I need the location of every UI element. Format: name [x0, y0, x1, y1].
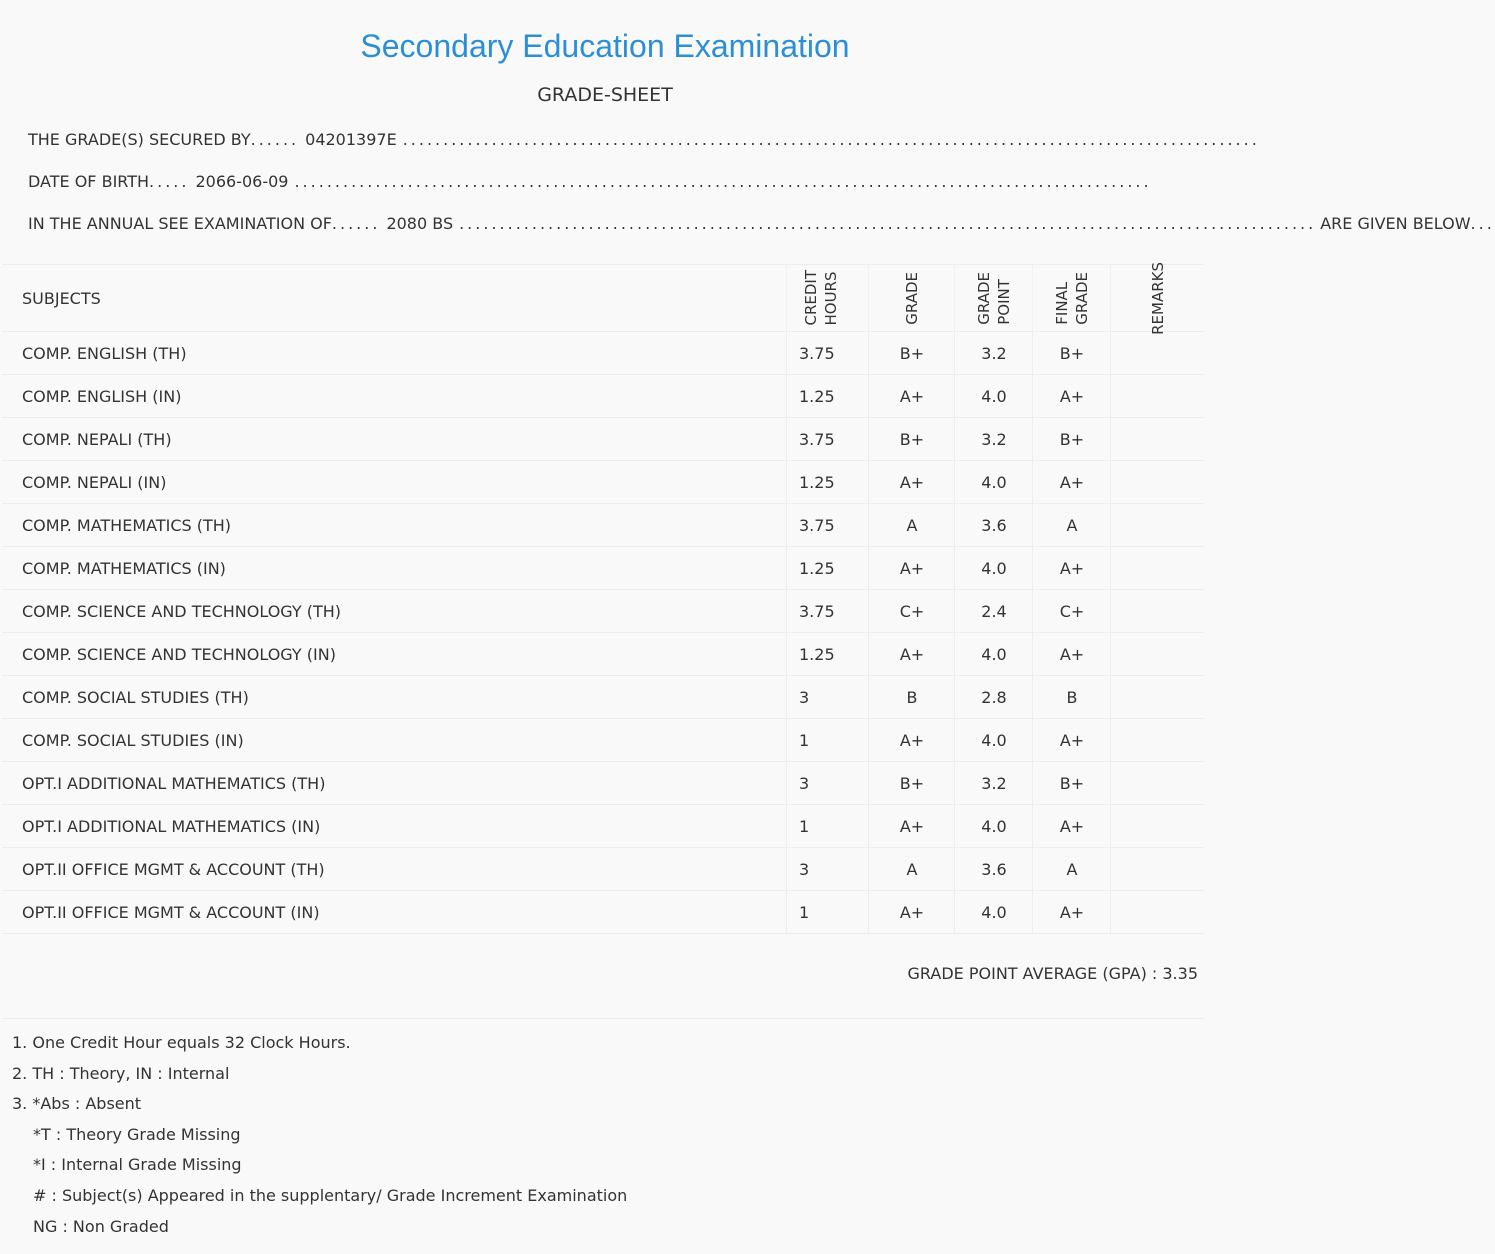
grade-cell: A+ — [868, 633, 955, 675]
header-grade-point: GRADE POINT — [975, 271, 1013, 325]
grade-cell: A+ — [868, 375, 955, 417]
remarks-cell — [1110, 332, 1205, 374]
grade-point-cell: 4.0 — [954, 547, 1033, 589]
table-row — [2, 633, 1204, 676]
credit-hours-cell: 1.25 — [786, 633, 867, 675]
credit-hours-cell: 1 — [786, 805, 867, 847]
subject-cell: OPT.I ADDITIONAL MATHEMATICS (IN) — [22, 816, 321, 836]
header-remarks-cell — [1110, 261, 1205, 335]
remarks-cell — [1110, 418, 1205, 460]
credit-hours-cell: 3.75 — [786, 332, 867, 374]
exam-year: 2080 BS — [386, 213, 454, 233]
subject-cell: COMP. SCIENCE AND TECHNOLOGY (IN) — [22, 644, 336, 664]
table-row — [2, 590, 1204, 633]
gpa-label: GRADE POINT AVERAGE (GPA) : — [907, 964, 1158, 983]
header-subjects: SUBJECTS — [22, 288, 101, 308]
header-grade-point-cell — [954, 265, 1033, 331]
grade-point-cell: 4.0 — [954, 375, 1033, 417]
subject-cell: COMP. MATHEMATICS (TH) — [22, 515, 232, 535]
credit-hours-cell: 3 — [786, 848, 867, 890]
final-grade-cell: B+ — [1032, 418, 1111, 460]
dob-line: DATE OF BIRTH ..... 2066-06-09 .......................................................................................................... — [28, 171, 1152, 191]
final-grade-cell: B — [1032, 676, 1111, 718]
remarks-cell — [1110, 633, 1205, 675]
final-grade-cell: A+ — [1032, 805, 1111, 847]
credit-hours-cell: 3.75 — [786, 504, 867, 546]
subject-cell: COMP. NEPALI (TH) — [22, 429, 172, 449]
grade-point-cell: 4.0 — [954, 891, 1033, 933]
exam-line: IN THE ANNUAL SEE EXAMINATION OF ...... 2080 BS .......................................................................................................... ARE GIVEN BELOW ... — [28, 213, 1495, 233]
header-final-grade-cell — [1032, 265, 1111, 331]
credit-hours-cell: 1 — [786, 719, 867, 761]
final-grade-cell: A+ — [1032, 719, 1111, 761]
table-row — [2, 504, 1204, 547]
remarks-cell — [1110, 848, 1205, 890]
subject-cell: COMP. SCIENCE AND TECHNOLOGY (TH) — [22, 601, 342, 621]
grade-cell: B+ — [868, 762, 955, 804]
final-grade-cell: A — [1032, 848, 1111, 890]
header-remarks: REMARKS — [1149, 261, 1167, 335]
remarks-cell — [1110, 719, 1205, 761]
footnotes — [12, 1030, 627, 1244]
credit-hours-cell: 1.25 — [786, 375, 867, 417]
subject-cell: COMP. ENGLISH (TH) — [22, 343, 187, 363]
grade-cell: B — [868, 676, 955, 718]
remarks-cell — [1110, 891, 1205, 933]
table-row — [2, 762, 1204, 805]
subject-cell: COMP. MATHEMATICS (IN) — [22, 558, 226, 578]
grade-cell: A+ — [868, 461, 955, 503]
header-credit-hours: CREDIT HOURS — [802, 270, 840, 326]
subject-cell: COMP. SOCIAL STUDIES (TH) — [22, 687, 249, 707]
grade-point-cell: 2.8 — [954, 676, 1033, 718]
grade-point-cell: 4.0 — [954, 461, 1033, 503]
subject-cell: OPT.I ADDITIONAL MATHEMATICS (TH) — [22, 773, 326, 793]
final-grade-cell: A+ — [1032, 461, 1111, 503]
remarks-cell — [1110, 676, 1205, 718]
credit-hours-cell: 3.75 — [786, 418, 867, 460]
exam-title: Secondary Education Examination — [360, 28, 850, 64]
note-item: 2. TH : Theory, IN : Internal — [12, 1063, 230, 1083]
remarks-cell — [1110, 805, 1205, 847]
credit-hours-cell: 3 — [786, 762, 867, 804]
grade-cell: A+ — [868, 805, 955, 847]
final-grade-cell: A+ — [1032, 547, 1111, 589]
note-item: # : Subject(s) Appeared in the supplentary/ Grade Increment Examination — [33, 1185, 628, 1205]
credit-hours-cell: 1 — [786, 891, 867, 933]
table-body — [2, 332, 1204, 934]
subject-cell: OPT.II OFFICE MGMT & ACCOUNT (IN) — [22, 902, 320, 922]
header-credit-hours-cell — [786, 265, 855, 331]
header-grade-cell — [868, 265, 955, 331]
final-grade-cell: C+ — [1032, 590, 1111, 632]
table-row — [2, 848, 1204, 891]
note-item: *I : Internal Grade Missing — [33, 1155, 242, 1175]
subject-cell: COMP. ENGLISH (IN) — [22, 386, 182, 406]
note-item: 1. One Credit Hour equals 32 Clock Hours. — [12, 1033, 351, 1052]
table-row — [2, 891, 1204, 934]
note-item: 3. *Abs : Absent — [12, 1094, 142, 1114]
subject-cell: OPT.II OFFICE MGMT & ACCOUNT (TH) — [22, 859, 325, 879]
final-grade-cell: A+ — [1032, 633, 1111, 675]
final-grade-cell: A — [1032, 504, 1111, 546]
exam-label: IN THE ANNUAL SEE EXAMINATION OF — [28, 213, 332, 233]
final-grade-cell: A+ — [1032, 375, 1111, 417]
grade-cell: A+ — [868, 891, 955, 933]
symbol-number: 04201397E — [305, 129, 397, 149]
gpa — [908, 964, 1198, 983]
final-grade-cell: B+ — [1032, 332, 1111, 374]
header-final-grade: FINAL GRADE — [1053, 271, 1091, 325]
grade-cell: A — [868, 848, 955, 890]
gpa-value: 3.35 — [1162, 964, 1198, 983]
remarks-cell — [1110, 461, 1205, 503]
grades-table — [2, 261, 1204, 934]
secured-by-label: THE GRADE(S) SECURED BY — [28, 129, 251, 149]
table-row — [2, 461, 1204, 504]
grade-point-cell: 4.0 — [954, 719, 1033, 761]
grade-point-cell: 3.2 — [954, 332, 1033, 374]
header-grade: GRADE — [903, 271, 921, 325]
table-row — [2, 676, 1204, 719]
credit-hours-cell: 3.75 — [786, 590, 867, 632]
table-row — [2, 375, 1204, 418]
table-row — [2, 805, 1204, 848]
dob-value: 2066-06-09 — [195, 171, 289, 191]
exam-suffix: ARE GIVEN BELOW — [1320, 213, 1471, 233]
grade-point-cell: 2.4 — [954, 590, 1033, 632]
table-row — [2, 547, 1204, 590]
remarks-cell — [1110, 762, 1205, 804]
credit-hours-cell: 3 — [786, 676, 867, 718]
grade-cell: B+ — [868, 418, 955, 460]
grade-cell: A+ — [868, 547, 955, 589]
dob-label: DATE OF BIRTH — [28, 171, 150, 191]
grade-cell: A+ — [868, 719, 955, 761]
note-item: NG : Non Graded — [33, 1216, 169, 1236]
credit-hours-cell: 1.25 — [786, 547, 867, 589]
grade-point-cell: 3.2 — [954, 418, 1033, 460]
grade-cell: C+ — [868, 590, 955, 632]
grade-cell: A — [868, 504, 955, 546]
table-row — [2, 418, 1204, 461]
table-row — [2, 719, 1204, 762]
subject-cell: COMP. NEPALI (IN) — [22, 472, 167, 492]
table-row — [2, 332, 1204, 375]
remarks-cell — [1110, 590, 1205, 632]
final-grade-cell: A+ — [1032, 891, 1111, 933]
secured-by-line: THE GRADE(S) SECURED BY ...... 04201397E .......................................................................................................... — [28, 129, 1260, 149]
grade-cell: B+ — [868, 332, 955, 374]
grade-point-cell: 3.6 — [954, 504, 1033, 546]
grade-point-cell: 3.2 — [954, 762, 1033, 804]
grade-point-cell: 4.0 — [954, 633, 1033, 675]
table-header — [2, 261, 1204, 335]
remarks-cell — [1110, 375, 1205, 417]
gpa-row — [2, 932, 1204, 1019]
grade-sheet-heading: GRADE-SHEET — [537, 84, 673, 106]
grade-point-cell: 3.6 — [954, 848, 1033, 890]
remarks-cell — [1110, 504, 1205, 546]
final-grade-cell: B+ — [1032, 762, 1111, 804]
subject-cell: COMP. SOCIAL STUDIES (IN) — [22, 730, 244, 750]
grade-point-cell: 4.0 — [954, 805, 1033, 847]
note-item: *T : Theory Grade Missing — [33, 1124, 241, 1144]
remarks-cell — [1110, 547, 1205, 589]
credit-hours-cell: 1.25 — [786, 461, 867, 503]
